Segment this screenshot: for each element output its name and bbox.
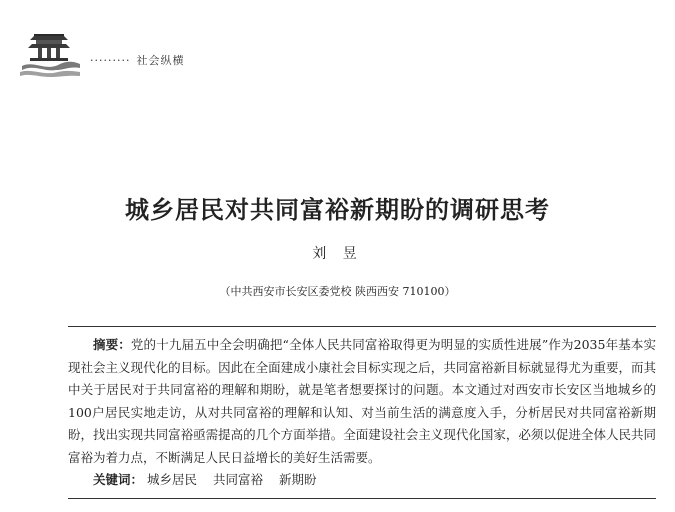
abstract-text: 党的十九届五中全会明确把“全体人民共同富裕取得更为明显的实质性进展”作为2035年基本实现社会主义现代化的目标。因此在全面建成小康社会目标实现之后，共同富裕新目标就显得尤为重要，而其中关于居民对于共同富裕的理解和期盼，就是笔者想要探讨的问题。本文通过对西安市长安区当地城乡的100户居民实地走访，从对共同富裕的理解和认知、对当前生活的满意度入手，分析居民对共同富裕新期盼，找出实现共同富裕亟需提高的几个方面举措。全面建设社会主义现代化国家，必须以促进全体人民共同富裕为着力点，不断满足人民日益增长的美好生活需要。	[68, 337, 656, 465]
abstract-bottom-rule	[68, 498, 656, 499]
section-label	[90, 52, 184, 68]
abstract-top-rule	[68, 326, 656, 327]
keywords-label: 关键词：	[93, 472, 144, 487]
abstract-label: 摘要：	[93, 337, 131, 352]
section-dots: ·········	[90, 54, 131, 67]
article-title: 城乡居民对共同富裕新期盼的调研思考	[125, 196, 550, 224]
keyword-item: 城乡居民	[147, 472, 198, 487]
section-name: 社会纵横	[136, 54, 185, 67]
article-author: 刘 昱	[312, 246, 363, 262]
article-affiliation: （中共西安市长安区委党校 陕西西安 710100）	[219, 285, 456, 298]
keywords	[68, 469, 675, 491]
journal-header	[20, 30, 320, 80]
keyword-item: 共同富裕	[213, 472, 264, 487]
keyword-item: 新期盼	[279, 472, 317, 487]
journal-logo-icon	[20, 30, 82, 78]
abstract	[68, 334, 656, 469]
